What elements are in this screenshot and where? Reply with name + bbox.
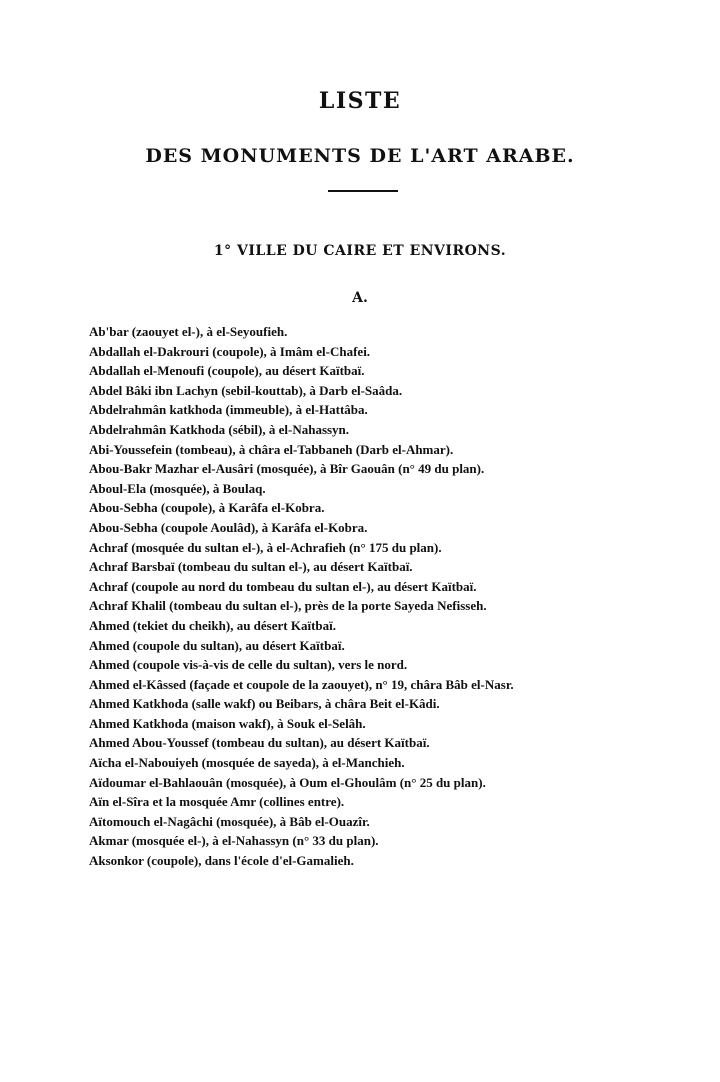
monument-entry: Ahmed Abou-Youssef (tombeau du sultan), au désert Kaïtbaï.	[89, 735, 430, 751]
monument-entry: Abdel Bâki ibn Lachyn (sebil-kouttab), à Darb el-Saâda.	[89, 382, 403, 398]
section-heading: 1° VILLE DU CAIRE ET ENVIRONS.	[213, 243, 507, 259]
page-title: LISTE	[318, 88, 402, 114]
monument-list	[89, 322, 689, 871]
monument-entry: Ahmed el-Kâssed (façade et coupole de la zaouyet), n° 19, châra Bâb el-Nasr.	[89, 676, 514, 692]
monument-entry: Aïcha el-Nabouiyeh (mosquée de sayeda), à el-Manchieh.	[89, 755, 405, 771]
monument-entry: Ahmed (tekiet du cheikh), au désert Kaïtbaï.	[89, 617, 336, 633]
monument-entry: Aksonkor (coupole), dans l'école d'el-Gamalieh.	[89, 853, 354, 869]
monument-entry: Abdallah el-Dakrouri (coupole), à Imâm el-Chafei.	[89, 343, 371, 359]
monument-entry: Ahmed (coupole vis-à-vis de celle du sultan), vers le nord.	[89, 657, 408, 673]
monument-entry: Aboul-Ela (mosquée), à Boulaq.	[89, 480, 266, 496]
monument-entry: Aïdoumar el-Bahlaouân (mosquée), à Oum el-Ghoulâm (n° 25 du plan).	[89, 774, 486, 790]
monument-entry: Achraf Khalil (tombeau du sultan el-), près de la porte Sayeda Nefisseh.	[89, 598, 487, 614]
monument-entry: Ahmed Katkhoda (salle wakf) ou Beibars, à châra Beit el-Kâdi.	[89, 696, 440, 712]
monument-entry: Achraf (coupole au nord du tombeau du sultan el-), au désert Kaïtbaï.	[89, 578, 477, 594]
monument-entry: Abou-Sebha (coupole), à Karâfa el-Kobra.	[89, 500, 325, 516]
monument-entry: Aïtomouch el-Nagâchi (mosquée), à Bâb el-Ouazîr.	[89, 813, 370, 829]
monument-entry: Abdelrahmân Katkhoda (sébil), à el-Nahassyn.	[89, 421, 350, 437]
monument-entry: Abou-Sebha (coupole Aoulâd), à Karâfa el-Kobra.	[89, 519, 368, 535]
monument-entry: Akmar (mosquée el-), à el-Nahassyn (n° 33 du plan).	[89, 833, 379, 849]
title-divider	[328, 190, 398, 192]
monument-entry: Aïn el-Sîra et la mosquée Amr (collines entre).	[89, 794, 345, 810]
alphabet-letter-heading: A.	[352, 290, 368, 306]
monument-entry: Achraf Barsbaï (tombeau du sultan el-), au désert Kaïtbaï.	[89, 559, 413, 575]
monument-entry: Abdelrahmân katkhoda (immeuble), à el-Hattâba.	[89, 402, 368, 418]
monument-entry: Abi-Youssefein (tombeau), à châra el-Tabbaneh (Darb el-Ahmar).	[89, 441, 454, 457]
monument-entry: Abdallah el-Menoufi (coupole), au désert Kaïtbaï.	[89, 363, 365, 379]
monument-entry: Abou-Bakr Mazhar el-Ausâri (mosquée), à Bîr Gaouân (n° 49 du plan).	[89, 461, 485, 477]
monument-entry: Ahmed (coupole du sultan), au désert Kaïtbaï.	[89, 637, 345, 653]
monument-entry: Ab'bar (zaouyet el-), à el-Seyoufieh.	[89, 324, 288, 339]
monument-entry: Ahmed Katkhoda (maison wakf), à Souk el-Selâh.	[89, 715, 366, 731]
page-subtitle: DES MONUMENTS DE L'ART ARABE.	[145, 145, 575, 167]
monument-entry: Achraf (mosquée du sultan el-), à el-Achrafieh (n° 175 du plan).	[89, 539, 442, 555]
